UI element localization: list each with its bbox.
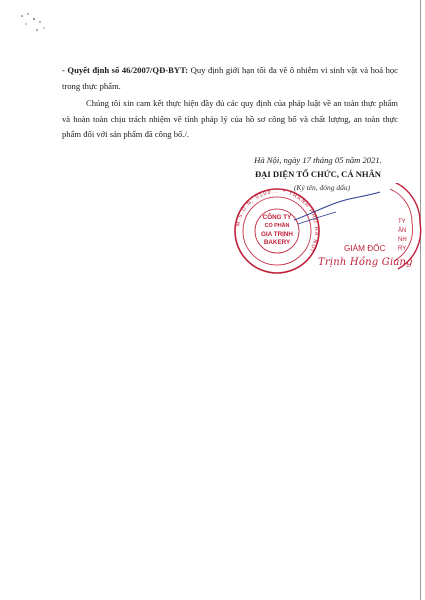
svg-text:CÔNG TY: CÔNG TY: [262, 214, 292, 221]
scan-specks: [18, 10, 58, 40]
place-date: Hà Nội, ngày 17 tháng 05 năm 2021.: [254, 155, 382, 165]
svg-text:TY: TY: [398, 219, 406, 225]
representative-label: ĐẠI DIỆN TỔ CHỨC, CÁ NHÂN: [254, 169, 382, 179]
commitment-paragraph: Chúng tôi xin cam kết thực hiện đầy đủ các quy định của pháp luật về an toàn thực phẩm và hoàn toàn chịu trách nhiệm về tính pháp lý của hồ sơ công bố và chất lượng, an toàn thực phẩm đối với sản phẩm đã công bố./.: [62, 98, 398, 139]
svg-text:ẦN: ẦN: [398, 228, 407, 234]
regulation-reference: - Quyết định số 46/2007/QĐ-BYT:: [62, 65, 189, 75]
svg-text:NH: NH: [398, 237, 407, 243]
handwritten-signature: [292, 190, 382, 230]
signer-name: Trịnh Hồng Giang: [318, 257, 413, 268]
regulation-paragraph: [62, 63, 398, 94]
regulation-description: Quy định giới hạn tối đa về ô nhiễm vi sinh vật và hoá học trong thực phẩm.: [62, 65, 399, 91]
svg-text:BAKERY: BAKERY: [263, 239, 291, 246]
svg-text:RY: RY: [398, 246, 407, 252]
signer-title: GIÁM ĐỐC: [344, 244, 386, 253]
page-edge-line: [420, 0, 421, 600]
svg-text:M.S.D.N: 0108... * THÀNH PHỐ H: M.S.D.N: 0108... * THÀNH PHỐ HÀ NỘI: [235, 188, 320, 253]
svg-text:CỔ PHẦN: CỔ PHẦN: [264, 223, 290, 229]
sign-stamp-hint: (Ký tên, đóng dấu): [293, 183, 351, 192]
svg-text:GIA TRỊNH: GIA TRỊNH: [261, 231, 293, 238]
